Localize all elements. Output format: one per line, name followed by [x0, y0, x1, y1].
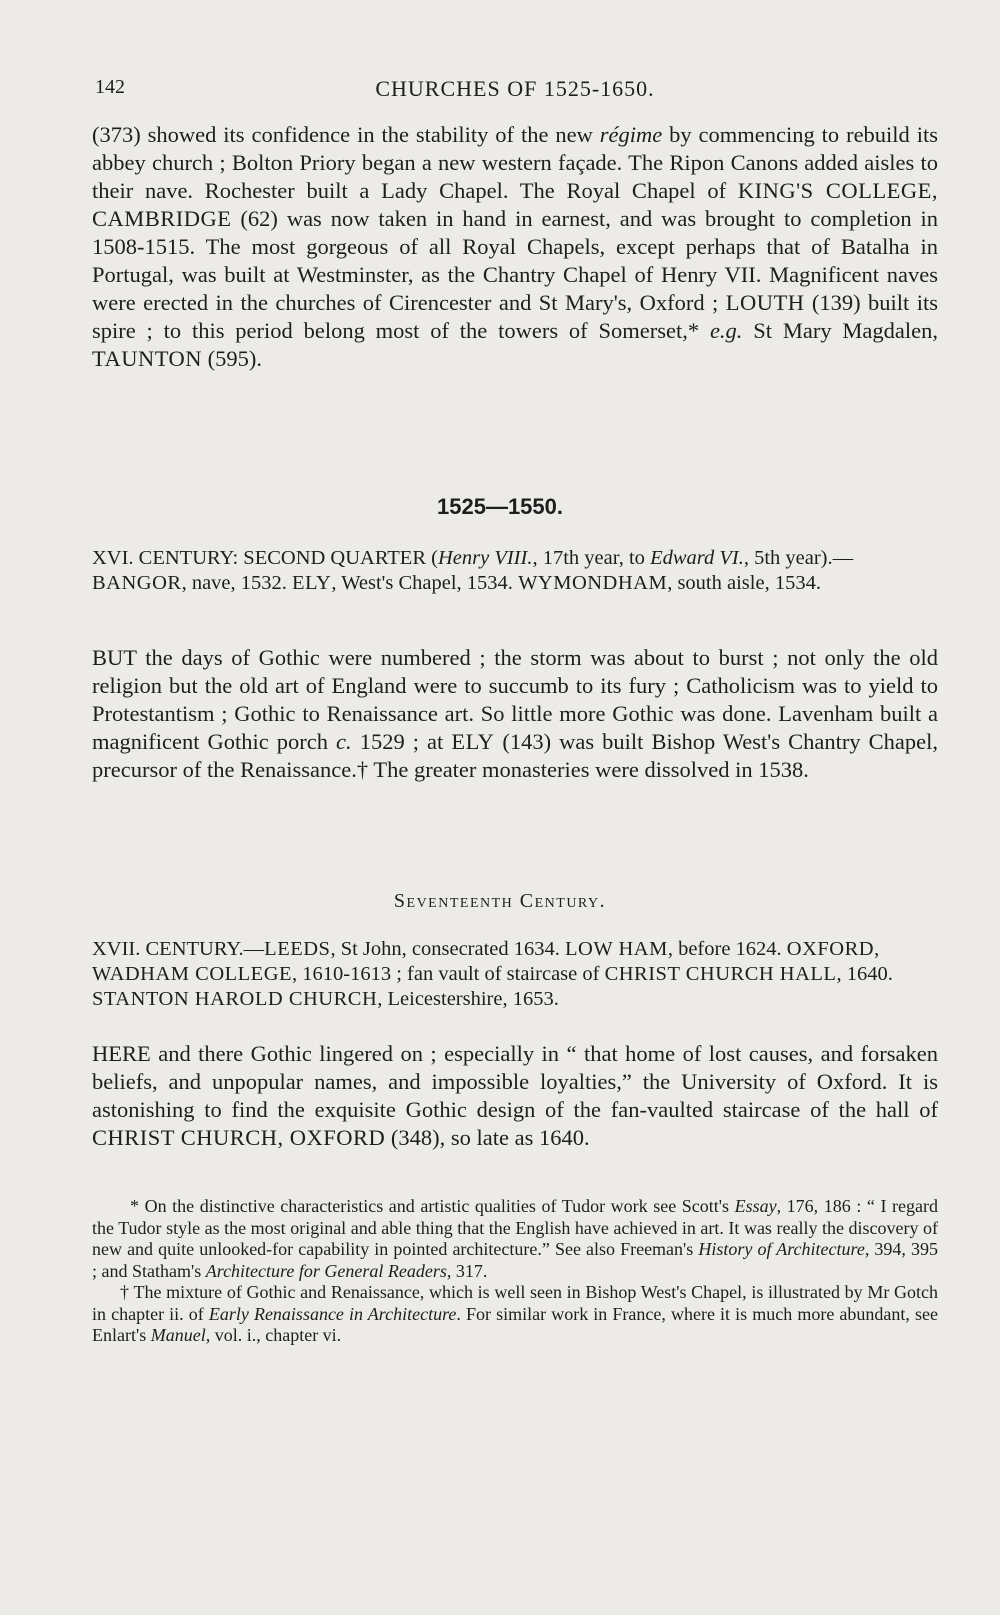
page-number: 142 [95, 76, 125, 98]
paragraph-oxford: HERE and there Gothic lingered on ; especially in “ that home of lost causes, and forsaken beliefs, and unpopular names, and impossible loyalties,” the University of Oxford. It is astonishing to find the exquisite Gothic design of the fan-vaulted staircase of the hall of CHRIST CHURCH, OXFORD (348), so late as 1640. [92, 1041, 938, 1150]
date-heading: 1525—1550. [437, 494, 563, 519]
summary-16th-century: XVI. CENTURY: SECOND QUARTER (Henry VIII., 17th year, to Edward VI., 5th year).—BANGOR, nave, 1532. ELY, West's Chapel, 1534. WYMONDHAM, south aisle, 1534. [92, 547, 854, 594]
place-name: LOUTH [725, 290, 805, 315]
footnote-2: † The mixture of Gothic and Renaissance, which is well seen in Bishop West's Chapel, is illustrated by Mr Gotch in chapter ii. of Early Renaissance in Architecture. For similar work in France, where it is much more abundant, see Enlart's Manuel, vol. i., chapter vi. [92, 1282, 938, 1345]
summary-17th-century: XVII. CENTURY.—LEEDS, St John, consecrated 1634. LOW HAM, before 1624. OXFORD, WADHAM COLLEGE, 1610-1613 ; fan vault of staircase of CHRIST CHURCH HALL, 1640. STANTON HAROLD CHURCH, Leicestershire, 1653. [92, 938, 893, 1010]
footnotes [92, 1196, 938, 1347]
page-header [95, 76, 935, 106]
paragraph-tudor-building: (373) showed its confidence in the stability of the new régime by commencing to rebuild its abbey church ; Bolton Priory began a new western façade. The Ripon Canons added aisles to their nave. Rochester built a Lady Chapel. The Royal Chapel of KING'S COLLEGE, CAMBRIDGE (62) was now taken in hand in earnest, and was brought to completion in 1508-1515. The most gorgeous of all Royal Chapels, except perhaps that of Batalha in Portugal, was built at Westminster, as the Chantry Chapel of Henry VII. Magnificent naves were erected in the churches of Cirencester and St Mary's, Oxford ; LOUTH (139) built its spire ; to this period belong most of the towers of Somerset,* e.g. St Mary Magdalen, TAUNTON (595). [92, 122, 939, 371]
place-name: TAUNTON [92, 346, 203, 371]
running-head: CHURCHES OF 1525-1650. [375, 76, 655, 101]
paragraph-gothic-end: BUT the days of Gothic were numbered ; the storm was about to burst ; not only the old religion but the old art of England were to succumb to its fury ; Catholicism was to yield to Protestantism ; Gothic to Renaissance art. So little more Gothic was done. Lavenham built a magnificent Gothic porch c. 1529 ; at ELY (143) was built Bishop West's Chantry Chapel, precursor of the Renaissance.† The greater monasteries were dissolved in 1538. [92, 645, 939, 782]
place-name: KING'S COLLEGE, CAMBRIDGE [92, 178, 938, 231]
section-heading: Seventeenth Century. [393, 890, 607, 912]
footnote-1: * On the distinctive characteristics and artistic qualities of Tudor work see Scott's Essay, 176, 186 : “ I regard the Tudor style as the most original and able thing that the English have achieved in art. It was really the discovery of new and quite unlooked-for capability in pointed architecture.” See also Freeman's History of Architecture, 394, 395 ; and Statham's Architecture for General Readers, 317. [92, 1196, 939, 1281]
